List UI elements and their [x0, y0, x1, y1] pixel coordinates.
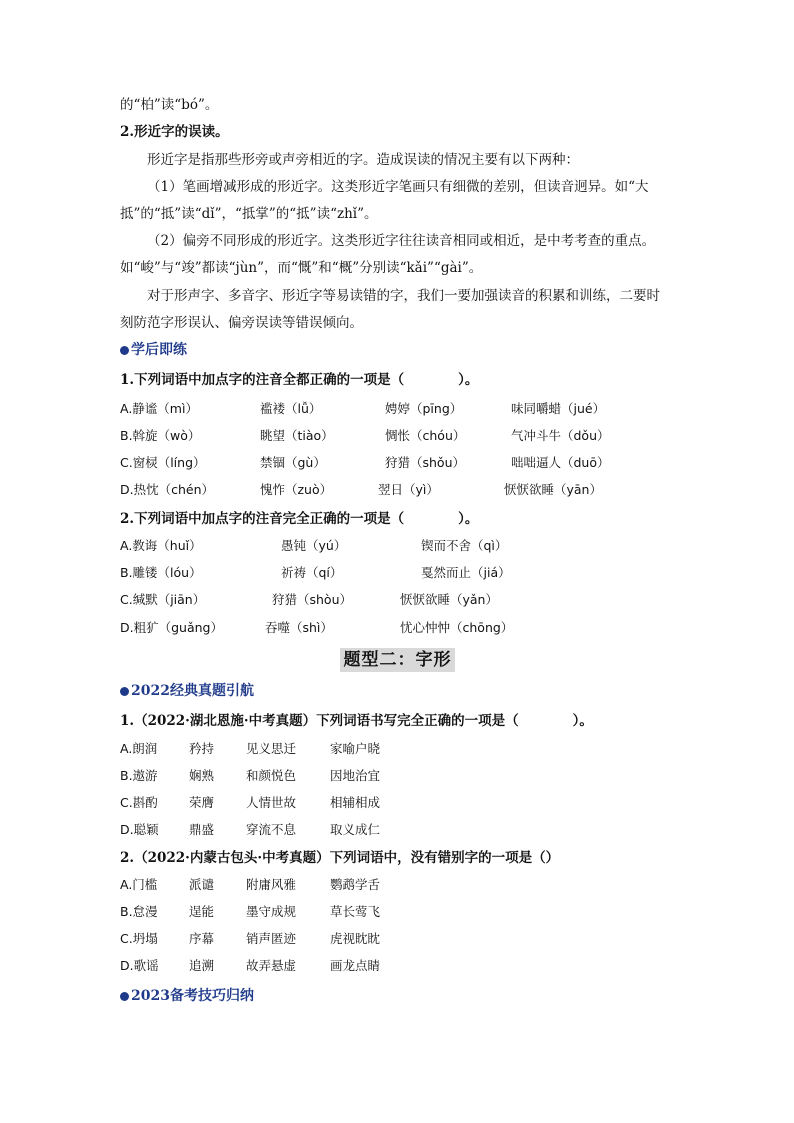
- option-text: B.斡旋（wò）: [120, 428, 201, 443]
- question-stem: 1.（2022·湖北恩施·中考真题）下列词语书写完全正确的一项是（ ）。: [120, 713, 593, 729]
- option-text: D.歌谣: [120, 958, 159, 973]
- tips-heading: [120, 986, 254, 1006]
- option-text: C.缄默（jiān）: [120, 592, 206, 607]
- question-stem: 2.下列词语中加点字的注音完全正确的一项是（ ）。: [120, 511, 479, 527]
- option-text: 鹦鹉学舌: [330, 877, 381, 892]
- option-text: 愚钝（yú）: [281, 538, 347, 553]
- option-text: C.窗棂（líng）: [120, 455, 206, 470]
- paragraph-line: 的“柏”读“bó”。: [120, 97, 219, 113]
- option-text: 追溯: [189, 958, 215, 973]
- option-text: D.聪颖: [120, 822, 159, 837]
- option-text: C.坍塌: [120, 931, 158, 946]
- paragraph-line: 形近字是指那些形旁或声旁相近的字。造成误读的情况主要有以下两种：: [147, 152, 579, 168]
- question-stem: 1.下列词语中加点字的注音全都正确的一项是（ ）。: [120, 372, 479, 388]
- option-text: 穿流不息: [246, 822, 297, 837]
- option-text: 褴褛（lǚ）: [260, 401, 322, 416]
- option-text: 娉婷（pīng）: [385, 401, 463, 416]
- paragraph-line: 如“峻”与“竣”都读“jùn”，而“慨”和“概”分别读“kǎi”“gài”。: [120, 260, 483, 276]
- classic-heading-label: 2022经典真题引航: [131, 683, 254, 699]
- option-text: 翌日（yì）: [378, 482, 439, 497]
- option-text: 相辅相成: [330, 795, 381, 810]
- option-text: 味同嚼蜡（jué）: [511, 401, 606, 416]
- practice-heading-label: 学后即练: [131, 342, 187, 358]
- option-text: 附庸风雅: [246, 877, 297, 892]
- option-text: 祈祷（qí）: [281, 565, 343, 580]
- option-text: D.粗犷（guǎng）: [120, 620, 223, 635]
- option-text: A.门槛: [120, 877, 158, 892]
- option-text: 因地治宜: [330, 768, 381, 783]
- classic-heading: [120, 681, 254, 701]
- option-text: 气冲斗牛（dǒu）: [511, 428, 610, 443]
- section-title: 题型二：字形: [340, 648, 455, 672]
- tips-heading-label: 2023备考技巧归纳: [131, 988, 254, 1004]
- option-text: A.静谧（mì）: [120, 401, 198, 416]
- bullet-icon: [120, 992, 129, 1001]
- option-text: 故弄悬虚: [246, 958, 297, 973]
- option-text: 咄咄逼人（duō）: [511, 455, 610, 470]
- option-text: 家喻户晓: [330, 741, 381, 756]
- question-stem: 2.（2022·内蒙古包头·中考真题）下列词语中，没有错别字的一项是（）: [120, 850, 560, 866]
- option-text: 鼎盛: [189, 822, 215, 837]
- option-text: 取义成仁: [330, 822, 381, 837]
- option-text: 恹恹欲睡（yān）: [504, 482, 602, 497]
- option-text: 忧心忡忡（chōng）: [400, 620, 514, 635]
- option-text: 眺望（tiào）: [260, 428, 334, 443]
- option-text: 娴熟: [189, 768, 215, 783]
- option-text: A.教诲（huǐ）: [120, 538, 202, 553]
- option-text: 狩猎（shǒu）: [385, 455, 466, 470]
- option-text: 恹恹欲睡（yǎn）: [400, 592, 498, 607]
- option-text: 矜持: [189, 741, 215, 756]
- option-text: 见义思迁: [246, 741, 297, 756]
- paragraph-line: （1）笔画增减形成的形近字。这类形近字笔画只有细微的差别，但读音迥异。如“大: [147, 179, 649, 195]
- option-text: 派谴: [189, 877, 215, 892]
- option-text: 虎视眈眈: [330, 931, 381, 946]
- option-text: 锲而不舍（qì）: [421, 538, 508, 553]
- option-text: 逞能: [189, 904, 215, 919]
- option-text: 吞噬（shì）: [265, 620, 333, 635]
- option-text: 草长莺飞: [330, 904, 381, 919]
- option-text: 和颜悦色: [246, 768, 297, 783]
- bullet-icon: [120, 346, 129, 355]
- option-text: C.斟酌: [120, 795, 158, 810]
- paragraph-line: （2）偏旁不同形成的形近字。这类形近字往往读音相同或相近，是中考考查的重点。: [147, 233, 656, 249]
- option-text: 荣膺: [189, 795, 215, 810]
- option-text: 销声匿迹: [246, 931, 297, 946]
- option-text: 人情世故: [246, 795, 297, 810]
- option-text: B.遨游: [120, 768, 158, 783]
- paragraph-line: 对于形声字、多音字、形近字等易读错的字，我们一要加强读音的积累和训练，二要时: [147, 288, 660, 304]
- subheading-similar-chars: 2.形近字的误读。: [120, 124, 229, 140]
- paragraph-line: 刻防范字形误认、偏旁误读等错误倾向。: [120, 315, 363, 331]
- option-text: A.朗润: [120, 741, 158, 756]
- option-text: B.怠漫: [120, 904, 158, 919]
- option-text: 戛然而止（jiá）: [421, 565, 511, 580]
- option-text: 画龙点睛: [330, 958, 381, 973]
- option-text: 狩猎（shòu）: [272, 592, 353, 607]
- option-text: B.雕镂（lóu）: [120, 565, 202, 580]
- option-text: 愧怍（zuò）: [260, 482, 333, 497]
- option-text: 惆怅（chóu）: [385, 428, 466, 443]
- option-text: 禁锢（gù）: [260, 455, 326, 470]
- option-text: D.热忱（chén）: [120, 482, 215, 497]
- practice-heading: [120, 340, 187, 360]
- option-text: 墨守成规: [246, 904, 297, 919]
- bullet-icon: [120, 687, 129, 696]
- option-text: 序幕: [189, 931, 215, 946]
- paragraph-line: 抵”的“抵”读“dǐ”，“抵掌”的“抵”读“zhǐ”。: [120, 206, 378, 222]
